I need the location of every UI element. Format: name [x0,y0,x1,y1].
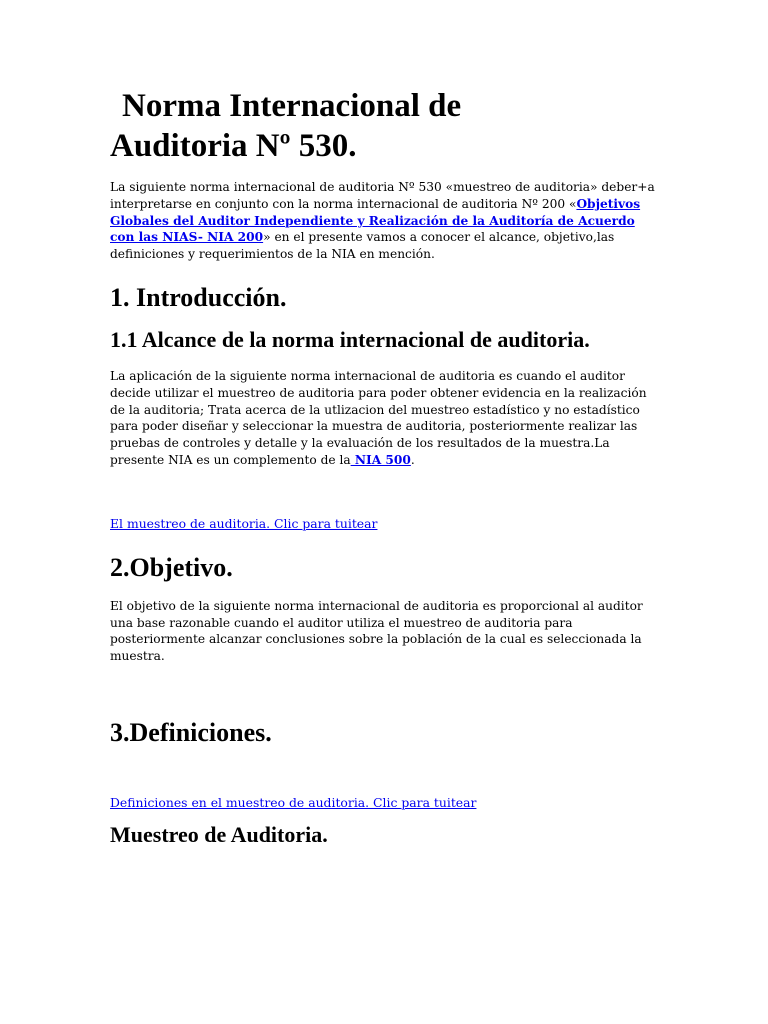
alcance-text: La aplicación de la siguiente norma internacional de auditoria es cuando el auditor decide utilizar el muestreo de auditoria para poder obtener evidencia en la realización de la auditoria; Trata acerca de la utlizacion del muestreo estadístico y no estadístico para poder diseñar y seleccionar la muestra de auditoria, posteriormente realizar las pruebas de controles y detalle y la evaluación de los resultados de la muestra.La presente NIA es un complemento de la [110,368,647,467]
document-title [110,86,662,166]
tweet-link-row-2 [110,792,662,811]
section-objetivo-heading: 2.Objetivo. [110,552,233,582]
intro-text-after: » en el presente vamos a conocer el alcance, objetivo,las definiciones y requerimientos de la NIA en mención. [110,230,615,262]
intro-text-before: La siguiente norma internacional de auditoria Nº 530 «muestreo de auditoria» deber+a interpretarse en conjunto con la norma internacional de auditoria Nº 200 « [110,180,655,211]
alcance-text-end: . [410,452,415,467]
tweet-link-definiciones[interactable]: Definiciones en el muestreo de auditoria. Clic para tuitear [110,794,477,810]
document-title-line-2: Auditoria Nº 530. [110,128,357,164]
muestreo-auditoria-heading: Muestreo de Auditoria. [110,821,328,847]
document-content [110,86,662,849]
nia-200-link[interactable]: Objetivos Globales del Auditor Independiente y Realización de la Auditoría de Acuerdo con las NIAS- NIA 200 [110,196,641,245]
nia-500-link[interactable]: NIA 500 [350,452,411,467]
subsection-alcance-heading: 1.1 Alcance de la norma internacional de auditoria. [110,326,590,352]
document-title-line-1: Norma Internacional de [122,88,462,124]
objetivo-paragraph: El objetivo de la siguiente norma internacional de auditoria es proporcional al auditor una base razonable cuando el auditor utiliza el muestreo de auditoria para posteriormente alcanzar conclusiones sobre la población de la cual es seleccionada la muestra. [110,598,643,664]
tweet-link-muestreo[interactable]: El muestreo de auditoria. Clic para tuitear [110,515,378,531]
section-definiciones-heading: 3.Definiciones. [110,717,272,747]
section-introduccion-heading: 1. Introducción. [110,282,287,312]
intro-paragraph [110,179,662,263]
tweet-link-row-1 [110,513,662,532]
alcance-paragraph [110,368,662,469]
